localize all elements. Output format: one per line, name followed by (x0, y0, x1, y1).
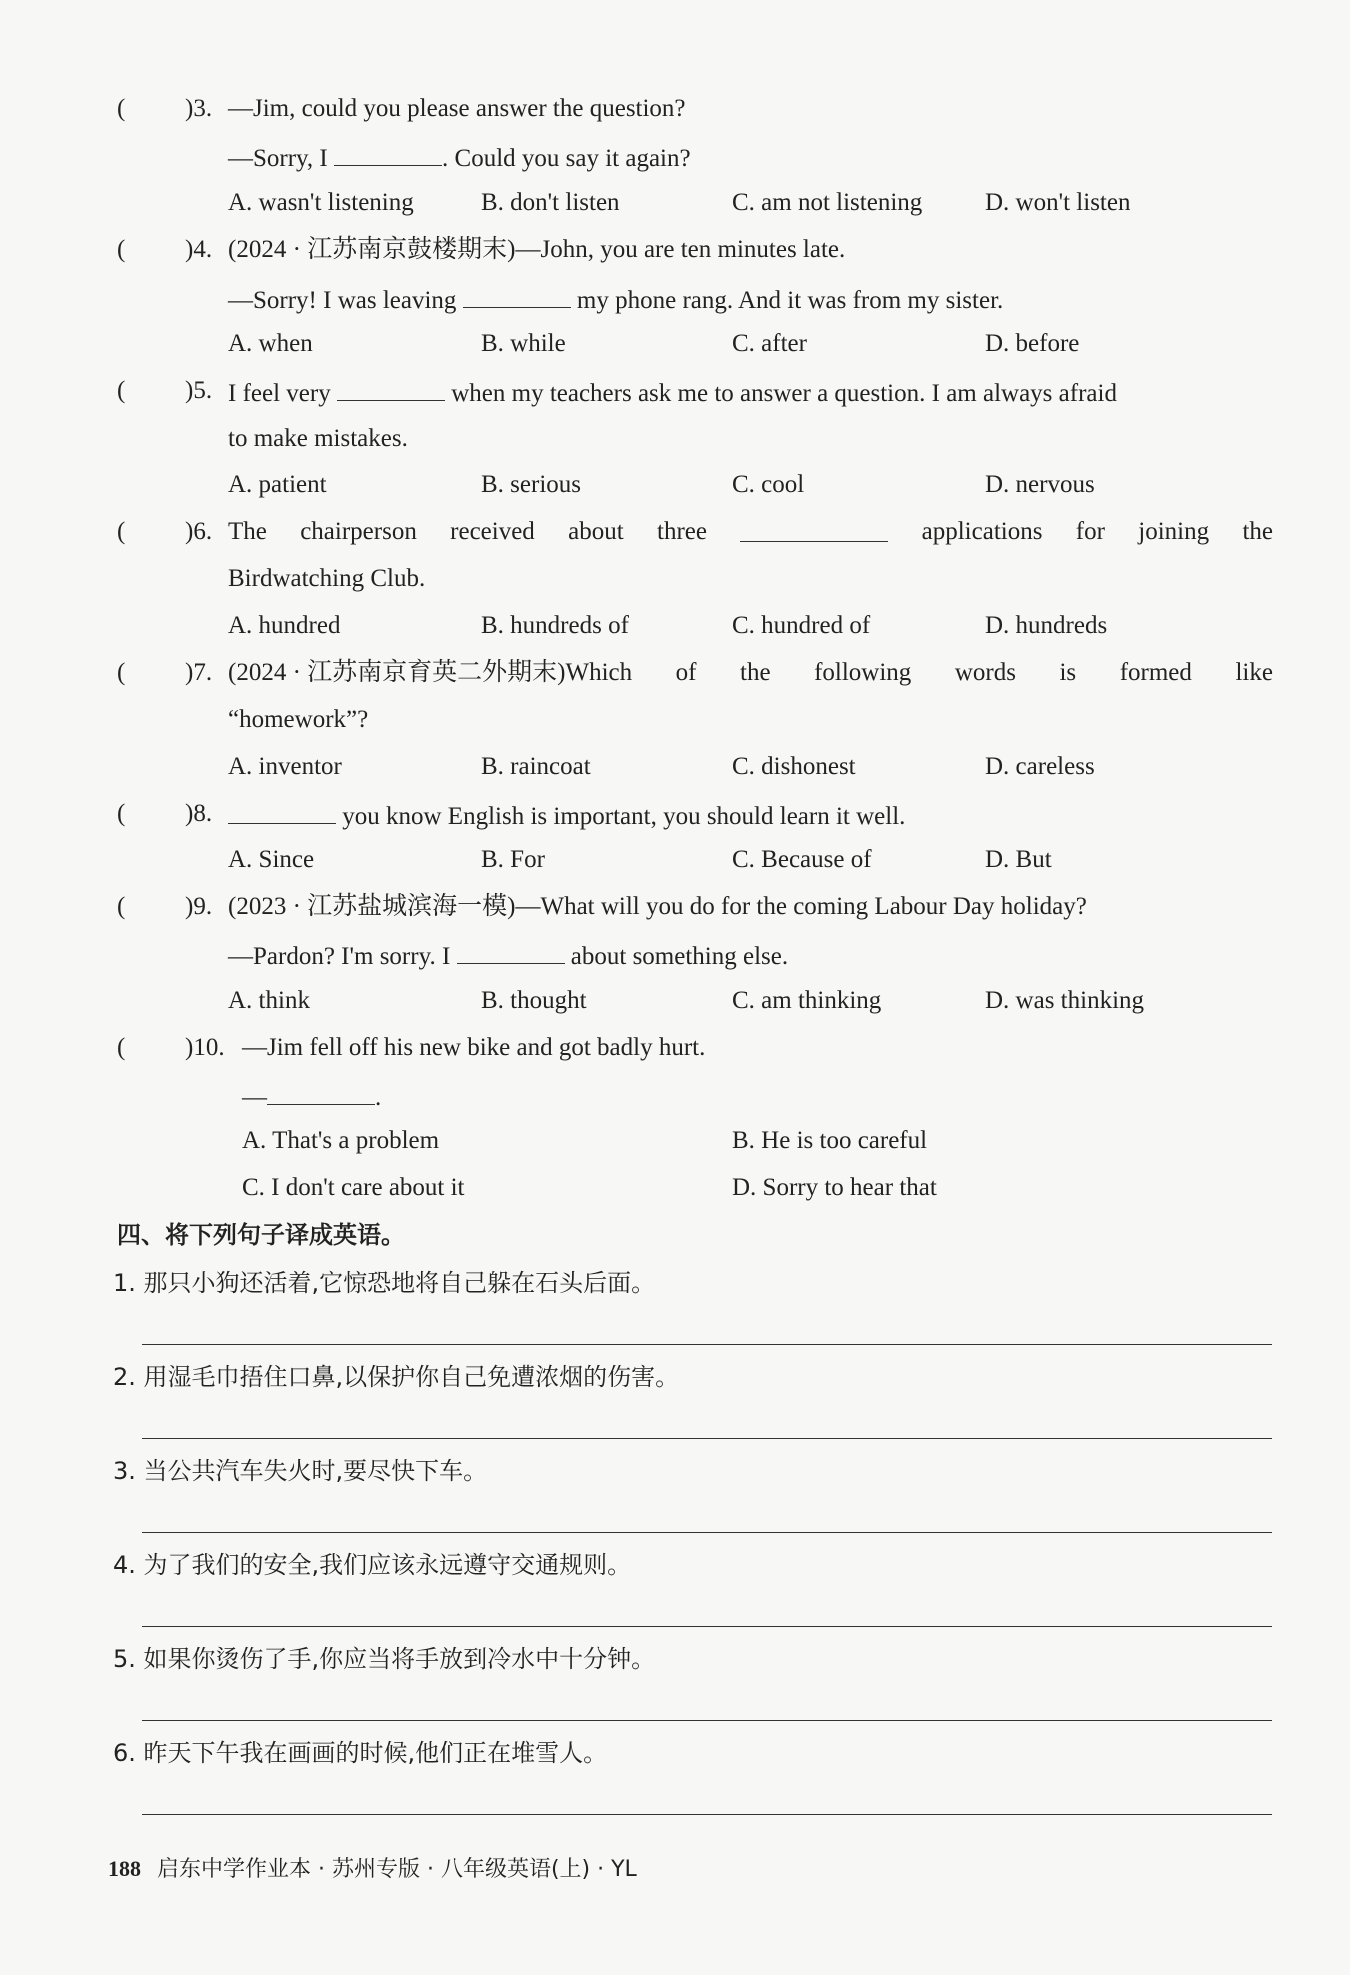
question-text: —Pardon? I'm sorry. I about something else. (228, 937, 788, 974)
option-b[interactable]: B. raincoat (481, 753, 591, 780)
section-title: 四、将下列句子译成英语。 (117, 1221, 405, 1249)
fill-blank[interactable] (740, 515, 888, 542)
option-d[interactable]: D. nervous (985, 471, 1095, 498)
option-c[interactable]: C. after (732, 330, 807, 357)
question-text: —Jim fell off his new bike and got badly hurt. (242, 1034, 706, 1061)
option-b[interactable]: B. For (481, 846, 545, 873)
question-text: to make mistakes. (228, 425, 408, 452)
option-a[interactable]: A. That's a problem (242, 1127, 440, 1154)
option-a[interactable]: A. wasn't listening (228, 189, 414, 216)
option-c[interactable]: C. I don't care about it (242, 1174, 465, 1201)
translation-prompt-1: 1. 那只小狗还活着,它惊恐地将自己躲在石头后面。 (113, 1269, 656, 1297)
fill-blank[interactable] (334, 139, 442, 166)
question-number: )6. (185, 518, 213, 545)
option-b[interactable]: B. thought (481, 987, 587, 1014)
question-text: The chairperson received about three applications for joining the (228, 515, 1273, 549)
option-a[interactable]: A. Since (228, 846, 315, 873)
answer-line-5[interactable] (142, 1720, 1272, 1721)
option-d[interactable]: D. hundreds (985, 612, 1108, 639)
option-b[interactable]: B. hundreds of (481, 612, 629, 639)
option-d[interactable]: D. won't listen (985, 189, 1131, 216)
fill-blank[interactable] (267, 1078, 375, 1105)
option-c[interactable]: C. am not listening (732, 189, 923, 216)
option-d[interactable]: D. careless (985, 753, 1095, 780)
option-a[interactable]: A. inventor (228, 753, 342, 780)
option-c[interactable]: C. hundred of (732, 612, 871, 639)
answer-paren[interactable]: ( (117, 95, 126, 122)
answer-line-1[interactable] (142, 1344, 1272, 1345)
question-text: —Sorry! I was leaving my phone rang. And it was from my sister. (228, 281, 1003, 318)
option-b[interactable]: B. don't listen (481, 189, 620, 216)
option-a[interactable]: A. hundred (228, 612, 341, 639)
question-text: “homework”? (228, 706, 369, 733)
answer-paren[interactable]: ( (117, 1034, 126, 1061)
question-text: (2024 · 江苏南京鼓楼期末)—John, you are ten minutes late. (228, 236, 846, 263)
question-text: I feel very when my teachers ask me to answer a question. I am always afraid (228, 374, 1117, 411)
option-d[interactable]: D. before (985, 330, 1080, 357)
translation-prompt-4: 4. 为了我们的安全,我们应该永远遵守交通规则。 (113, 1551, 632, 1579)
option-c[interactable]: C. Because of (732, 846, 872, 873)
option-c[interactable]: C. am thinking (732, 987, 882, 1014)
option-c[interactable]: C. dishonest (732, 753, 856, 780)
translation-prompt-5: 5. 如果你烫伤了手,你应当将手放到冷水中十分钟。 (113, 1645, 656, 1673)
option-d[interactable]: D. was thinking (985, 987, 1145, 1014)
option-b[interactable]: B. He is too careful (732, 1127, 928, 1154)
answer-paren[interactable]: ( (117, 800, 126, 827)
option-b[interactable]: B. serious (481, 471, 581, 498)
translation-prompt-6: 6. 昨天下午我在画画的时候,他们正在堆雪人。 (113, 1739, 608, 1767)
answer-paren[interactable]: ( (117, 377, 126, 404)
question-number: )9. (185, 893, 213, 920)
fill-blank[interactable] (337, 374, 445, 401)
page-number: 188 (108, 1856, 141, 1881)
question-number: )8. (185, 800, 213, 827)
reply-line: — . (242, 1078, 381, 1115)
answer-line-3[interactable] (142, 1532, 1272, 1533)
answer-line-2[interactable] (142, 1438, 1272, 1439)
question-text: (2024 · 江苏南京育英二外期末)Which of the following words is formed like (228, 659, 1273, 686)
answer-paren[interactable]: ( (117, 518, 126, 545)
answer-line-4[interactable] (142, 1626, 1272, 1627)
fill-blank[interactable] (463, 281, 571, 308)
option-d[interactable]: D. Sorry to hear that (732, 1174, 937, 1201)
question-number: )5. (185, 377, 213, 404)
fill-blank[interactable] (228, 797, 336, 824)
question-text: —Jim, could you please answer the question? (228, 95, 686, 122)
question-text: —Sorry, I . Could you say it again? (228, 139, 691, 176)
book-title: 启东中学作业本 · 苏州专版 · 八年级英语(上) · YL (157, 1857, 637, 1882)
question-text: (2023 · 江苏盐城滨海一模)—What will you do for the coming Labour Day holiday? (228, 893, 1087, 920)
option-d[interactable]: D. But (985, 846, 1052, 873)
page-footer (108, 1854, 637, 1885)
translation-prompt-3: 3. 当公共汽车失火时,要尽快下车。 (113, 1457, 488, 1485)
answer-paren[interactable]: ( (117, 893, 126, 920)
question-number: )4. (185, 236, 213, 263)
option-b[interactable]: B. while (481, 330, 566, 357)
question-number: )3. (185, 95, 213, 122)
question-text: you know English is important, you should learn it well. (228, 797, 905, 834)
answer-paren[interactable]: ( (117, 659, 126, 686)
question-number: )10. (185, 1034, 225, 1061)
option-a[interactable]: A. patient (228, 471, 327, 498)
option-a[interactable]: A. think (228, 987, 310, 1014)
option-c[interactable]: C. cool (732, 471, 805, 498)
question-number: )7. (185, 659, 213, 686)
answer-line-6[interactable] (142, 1814, 1272, 1815)
fill-blank[interactable] (457, 937, 565, 964)
translation-prompt-2: 2. 用湿毛巾捂住口鼻,以保护你自己免遭浓烟的伤害。 (113, 1363, 680, 1391)
question-text: Birdwatching Club. (228, 565, 426, 592)
option-a[interactable]: A. when (228, 330, 313, 357)
answer-paren[interactable]: ( (117, 236, 126, 263)
